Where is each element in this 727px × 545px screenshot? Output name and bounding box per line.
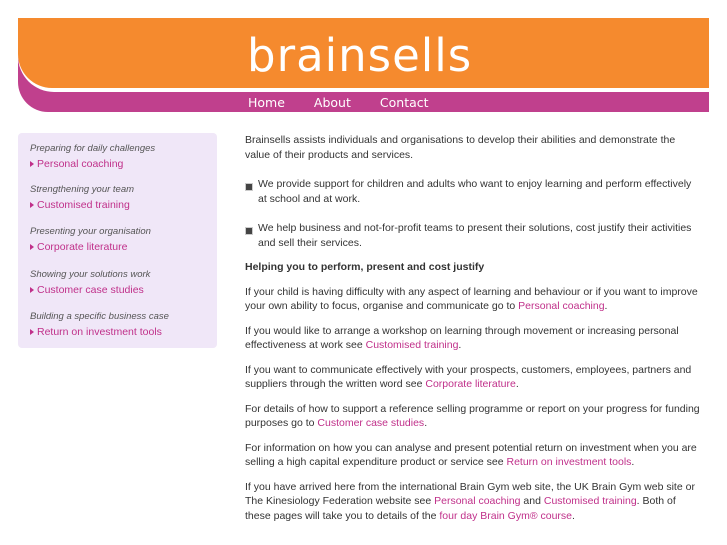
paragraph-brain-gym	[245, 480, 700, 524]
sidebar-link-label[interactable]: Customised training	[37, 199, 130, 211]
bullet-text: We help business and not-for-profit teams to present their solutions, cost justify their activities and sell their services.	[258, 222, 692, 249]
section-heading: Helping you to perform, present and cost justify	[245, 261, 485, 273]
paragraph-text: and	[520, 495, 544, 507]
arrow-right-icon	[30, 287, 34, 293]
bullet-item	[245, 177, 700, 206]
paragraph-end: .	[604, 300, 608, 312]
bullet-icon	[245, 183, 253, 191]
sidebar-link-label[interactable]: Personal coaching	[37, 158, 124, 170]
link-customised-training[interactable]: Customised training	[543, 495, 637, 507]
link-customer-case-studies[interactable]: Customer case studies	[317, 417, 425, 429]
sidebar-heading: Building a specific business case	[30, 311, 169, 322]
paragraph-text: . Both of these pages will take you to details of the	[245, 495, 676, 522]
arrow-right-icon	[30, 329, 34, 335]
paragraph-text: For details of how to support a reference selling programme or report on your progress for funding purposes go to	[245, 402, 700, 429]
sidebar-link-label[interactable]: Corporate literature	[37, 241, 128, 253]
sidebar-heading: Presenting your organisation	[30, 226, 151, 237]
nav-contact[interactable]: Contact	[379, 95, 429, 110]
bullet-item	[245, 221, 700, 250]
sidebar-heading: Showing your solutions work	[30, 269, 151, 280]
paragraph-end: .	[631, 456, 635, 468]
link-brain-gym-course[interactable]: four day Brain Gym® course	[439, 509, 572, 522]
paragraph-case-studies	[245, 402, 700, 431]
bullet-text: We provide support for children and adults who want to enjoy learning and perform effectively at school and at work.	[258, 178, 692, 205]
intro-paragraph: Brainsells assists individuals and organisations to develop their abilities and demonstrate the value of their products and services.	[245, 134, 676, 161]
nav-about[interactable]: About	[313, 95, 351, 110]
sidebar-group-personal	[30, 143, 155, 171]
site-logo[interactable]: brainsells	[247, 29, 473, 82]
sidebar-link-customised-training[interactable]	[30, 198, 134, 212]
sidebar-heading: Strengthening your team	[30, 184, 135, 195]
nav-home[interactable]: Home	[248, 95, 285, 110]
sidebar-link-label[interactable]: Customer case studies	[37, 284, 144, 296]
sidebar-link-corporate-literature[interactable]	[30, 240, 151, 254]
paragraph-roi	[245, 441, 700, 470]
paragraph-text: For information on how you can analyse and present potential return on investment when you are selling a high capital expenditure product or service see	[245, 441, 697, 468]
sidebar-group-solutions	[30, 269, 150, 297]
paragraph-literature	[245, 363, 700, 392]
paragraph-text: If you have arrived here from the international Brain Gym web site, the UK Brain Gym web site or The Kinesiology Federation website see	[245, 480, 695, 507]
sidebar-link-label[interactable]: Return on investment tools	[37, 326, 162, 338]
paragraph-end: .	[424, 417, 428, 429]
link-personal-coaching[interactable]: Personal coaching	[518, 300, 605, 312]
paragraph-text: If you want to communicate effectively with your prospects, customers, employees, partners and suppliers through the written word see	[245, 363, 692, 390]
sidebar-link-personal-coaching[interactable]	[30, 157, 155, 171]
sidebar-group-organisation	[30, 226, 151, 254]
sidebar-heading: Preparing for daily challenges	[30, 143, 156, 154]
paragraph-personal	[245, 285, 700, 314]
link-personal-coaching[interactable]: Personal coaching	[434, 495, 521, 507]
paragraph-text: If you would like to arrange a workshop on learning through movement or increasing personal effectiveness at work see	[245, 324, 679, 351]
paragraph-end: .	[515, 378, 519, 390]
link-customised-training[interactable]: Customised training	[365, 339, 459, 351]
paragraph-text: If your child is having difficulty with any aspect of learning and behaviour or if you want to improve your own ability to focus, organise and communicate go to	[245, 285, 698, 312]
site-header	[18, 18, 709, 112]
main-nav	[248, 95, 429, 111]
sidebar-group-team	[30, 184, 134, 212]
main-content	[245, 133, 700, 523]
sidebar-link-customer-case-studies[interactable]	[30, 283, 150, 297]
sidebar-group-business-case	[30, 311, 169, 339]
link-roi-tools[interactable]: Return on investment tools	[506, 456, 632, 468]
arrow-right-icon	[30, 202, 34, 208]
arrow-right-icon	[30, 161, 34, 167]
link-corporate-literature[interactable]: Corporate literature	[425, 378, 516, 390]
bullet-icon	[245, 227, 253, 235]
sidebar-link-roi-tools[interactable]	[30, 325, 169, 339]
paragraph-end: .	[572, 509, 575, 522]
paragraph-end: .	[458, 339, 462, 351]
paragraph-training	[245, 324, 700, 353]
arrow-right-icon	[30, 244, 34, 250]
sidebar	[18, 133, 217, 348]
